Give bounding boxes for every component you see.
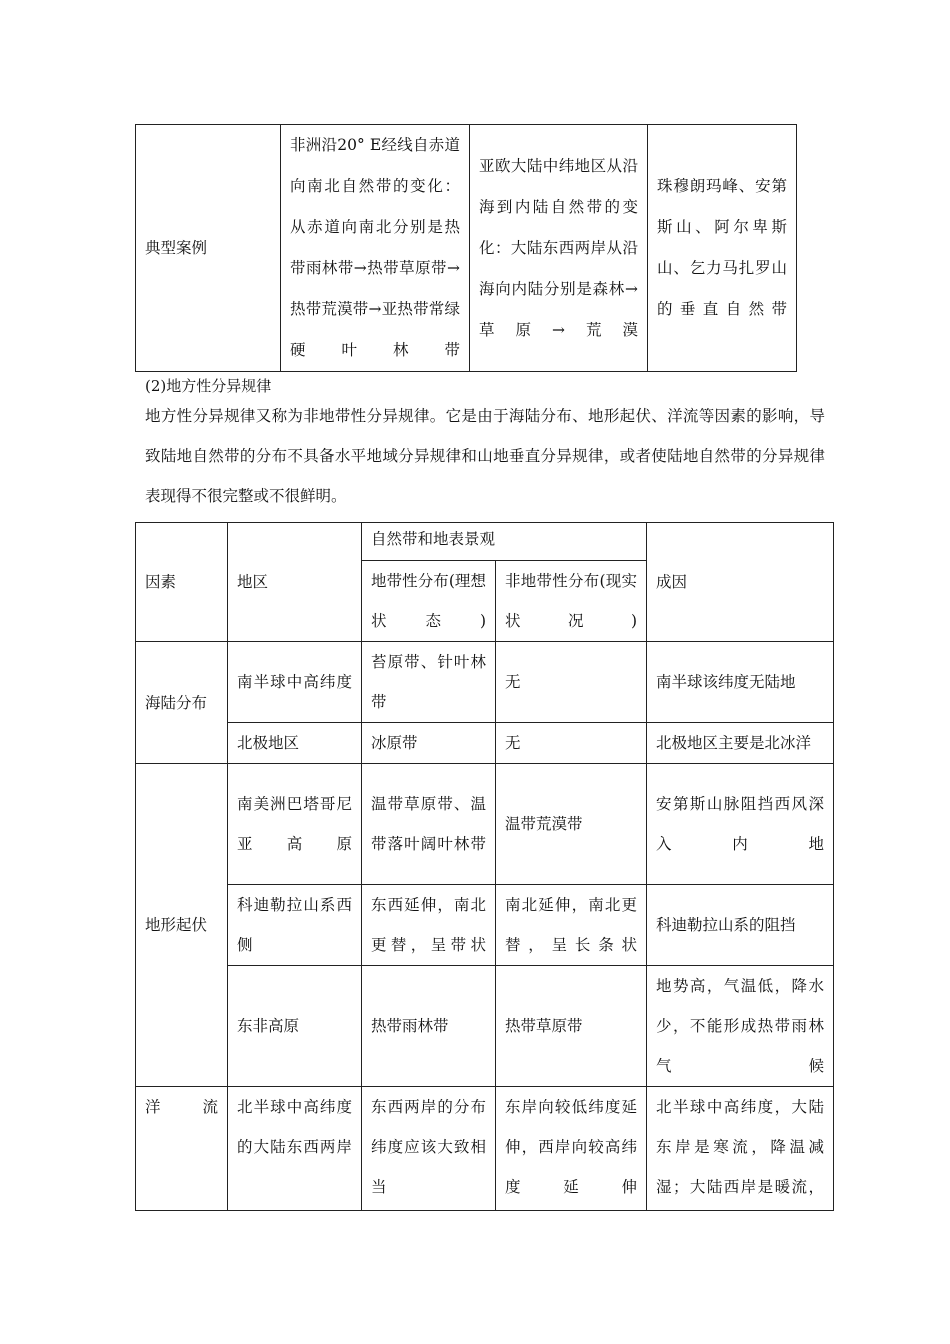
region-cell: 南美洲巴塔哥尼亚高原 [228, 764, 362, 885]
latitudinal-case-cell: 非洲沿20° E经线自赤道向南北自然带的变化：从赤道向南北分别是热带雨林带→热带草原带→热带荒漠带→亚热带常绿硬叶林带 [281, 125, 470, 372]
typical-case-label: 典型案例 [136, 125, 281, 372]
table-row [136, 885, 834, 966]
cause-cell: 地势高，气温低，降水少，不能形成热带雨林气候 [647, 966, 834, 1087]
section-heading: (2)地方性分异规律 [145, 377, 272, 395]
cause-cell: 安第斯山脉阻挡西风深入内地 [647, 764, 834, 885]
azonal-cell: 无 [496, 642, 647, 723]
header-factor: 因素 [136, 523, 228, 642]
header-landscape: 自然带和地表景观 [362, 523, 647, 561]
azonal-factors-table [135, 522, 834, 1211]
zonal-cell: 热带雨林带 [362, 966, 496, 1087]
zonal-cell: 东西延伸，南北更替，呈带状 [362, 885, 496, 966]
azonal-cell: 东岸向较低纬度延伸，西岸向较高纬度延伸 [496, 1087, 647, 1211]
table-row [136, 642, 834, 723]
azonal-cell: 热带草原带 [496, 966, 647, 1087]
header-azonal: 非地带性分布(现实状况) [496, 561, 647, 642]
azonal-cell: 无 [496, 723, 647, 764]
cause-cell: 北极地区主要是北冰洋 [647, 723, 834, 764]
natural-zone-cases-table [135, 124, 797, 372]
factor-terrain: 地形起伏 [136, 764, 228, 1087]
factor-ocean-current [136, 1087, 228, 1211]
cause-cell: 北半球中高纬度，大陆东岸是寒流，降温减湿；大陆西岸是暖流， [647, 1087, 834, 1211]
vertical-case-cell: 珠穆朗玛峰、安第斯山、阿尔卑斯山、乞力马扎罗山的垂直自然带 [648, 125, 797, 372]
cause-cell: 科迪勒拉山系的阻挡 [647, 885, 834, 966]
section-paragraph: 地方性分异规律又称为非地带性分异规律。它是由于海陆分布、地形起伏、洋流等因素的影响，导致陆地自然带的分布不具备水平地域分异规律和山地垂直分异规律，或者使陆地自然带的分异规律表现得不很完整或不很鲜明。 [145, 407, 825, 505]
table-row [136, 723, 834, 764]
cause-cell: 南半球该纬度无陆地 [647, 642, 834, 723]
longitudinal-case-cell: 亚欧大陆中纬地区从沿海到内陆自然带的变化：大陆东西两岸从沿海向内陆分别是森林→草原→荒漠 [470, 125, 648, 372]
factor-ocean-current-label: 洋流 [145, 1098, 218, 1116]
zonal-cell: 冰原带 [362, 723, 496, 764]
region-cell: 南半球中高纬度 [228, 642, 362, 723]
header-region: 地区 [228, 523, 362, 642]
region-cell: 北半球中高纬度的大陆东西两岸 [228, 1087, 362, 1211]
azonal-cell: 温带荒漠带 [496, 764, 647, 885]
region-cell: 北极地区 [228, 723, 362, 764]
table-row [136, 966, 834, 1087]
zonal-cell: 温带草原带、温带落叶阔叶林带 [362, 764, 496, 885]
header-zonal: 地带性分布(理想状态) [362, 561, 496, 642]
table-row [136, 1087, 834, 1211]
zonal-cell: 苔原带、针叶林带 [362, 642, 496, 723]
table-row [136, 125, 797, 372]
factor-land-sea: 海陆分布 [136, 642, 228, 764]
header-cause: 成因 [647, 523, 834, 642]
region-cell: 科迪勒拉山系西侧 [228, 885, 362, 966]
table-header-row [136, 523, 834, 561]
zonal-cell: 东西两岸的分布纬度应该大致相当 [362, 1087, 496, 1211]
region-cell: 东非高原 [228, 966, 362, 1087]
azonal-cell: 南北延伸，南北更替，呈长条状 [496, 885, 647, 966]
table-row [136, 764, 834, 885]
